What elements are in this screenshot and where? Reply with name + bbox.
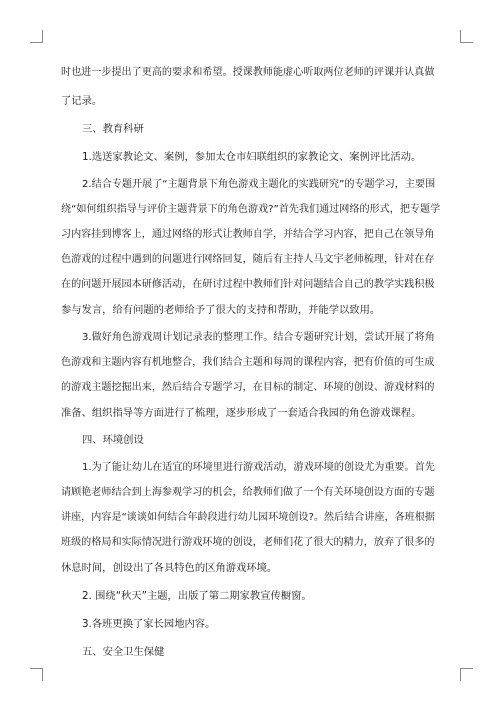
text-line: 3.做好角色游戏周计划记录表的整理工作。结合专题研究计划，尝试开展了将角 [82,332,435,343]
text-line: 准备、组织指导等方面进行了梳理，逐步形成了一套适合我园的角色游戏课程。 [61,407,422,419]
text-line: 班级的格局和实际情况进行游戏环境的创设，老师们花了很大的精力，放弃了很多的 [61,537,435,548]
crop-mark-bottom-right [460,668,473,681]
text-line: 2. 围绕“秋天”主题，出版了第二期家教宣传橱窗。 [82,590,312,602]
text-line: 休息时间，创设出了各具特色的区角游戏环境。 [61,562,278,574]
crop-mark-top-left [30,30,43,43]
text-line: 绕“如何组织指导与评价主题背景下的角色游戏?”首先我们通过网络的形式，把专题学 [61,204,441,215]
text-line: 讲座，内容是“谈谈如何结合年龄段进行幼儿园环境创设?。然后结合讲座，各班根据 [61,512,435,523]
text-line: 1.为了能让幼儿在适宜的环境里进行游戏活动，游戏环境的创设尤为重要。首先 [82,462,435,473]
text-line: 习内容挂到博客上，通过网络的形式让教师自学，并结合学习内容，把自己在领导角 [61,229,435,240]
text-line: 请顾艳老师结合到上海参观学习的机会，给教师们做了一个有关环境创设方面的专题 [61,487,435,498]
text-line: 2.结合专题开展了“主题背景下角色游戏主题化的实践研究”的专题学习，主要围 [82,179,436,190]
text-line: 色游戏和主题内容有机地整合，我们结合主题和每周的课程内容，把有价值的可生成 [61,357,435,368]
crop-mark-top-right [460,30,473,43]
text-line: 的游戏主题挖掘出来，然后结合专题学习，在目标的制定、环境的创设、游戏材料的 [61,382,435,393]
text-line: 在的问题开展园本研修活动，在研讨过程中教师们针对问题结合自己的教学实践积极 [61,279,435,290]
crop-mark-bottom-left [30,668,43,681]
section-heading: 五、安全卫生保健 [82,646,165,658]
text-line: 色游戏的过程中遇到的问题进行网络回复，随后有主持人马文宇老师梳理，针对在存 [61,254,435,265]
section-heading: 四、环境创设 [82,434,144,446]
section-heading: 三、教育科研 [82,123,144,135]
text-line: 时也进一步提出了更高的要求和希望。授课教师能虚心听取两位老师的评课并认真做 [61,67,435,78]
text-line: 3.各班更换了家长园地内容。 [82,618,216,630]
text-line: 了记录。 [61,95,103,107]
text-line: 参与发言，给有问题的老师给予了很大的支持和帮助，并能学以致用。 [61,304,381,316]
text-line: 1.选送家教论文、案例，参加太仓市妇联组织的家教论文、案例评比活动。 [82,151,422,163]
